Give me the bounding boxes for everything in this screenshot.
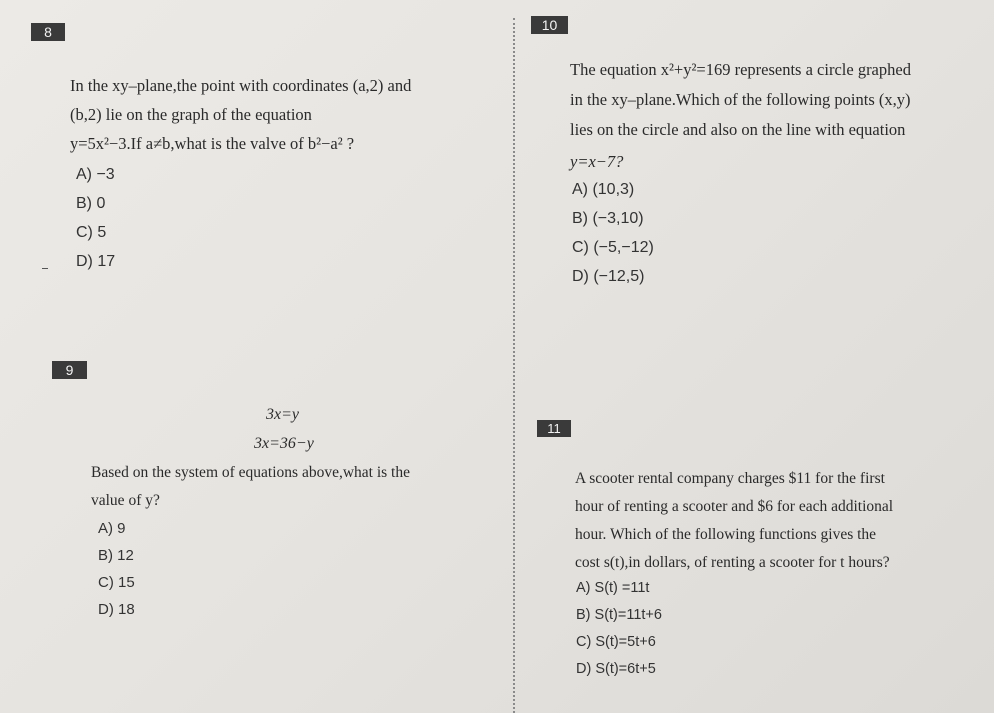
answer-option-b[interactable]: B) 0 xyxy=(76,195,106,212)
question-text-line: In the xy–plane,the point with coordinates (a,2) and xyxy=(70,76,412,95)
question-text-line: in the xy–plane.Which of the following points (x,y) xyxy=(570,90,911,109)
question-text-line: value of y? xyxy=(91,492,160,509)
question-text-line: The equation x²+y²=169 represents a circle graphed xyxy=(570,60,911,79)
answer-option-d[interactable]: D) (−12,5) xyxy=(572,268,645,285)
equation-line: 3x=36−y xyxy=(254,435,314,452)
answer-option-b[interactable]: B) S(t)=11t+6 xyxy=(576,607,662,623)
answer-option-a[interactable]: A) (10,3) xyxy=(572,181,635,198)
answer-option-d[interactable]: D) 17 xyxy=(76,253,116,270)
question-text-line: hour of renting a scooter and $6 for each additional xyxy=(575,498,894,515)
column-divider xyxy=(513,18,515,713)
question-number-badge: 10 xyxy=(531,16,568,34)
answer-option-a[interactable]: A) S(t) =11t xyxy=(576,580,650,596)
answer-option-d[interactable]: D) 18 xyxy=(98,601,135,618)
question-text-line: hour. Which of the following functions gives the xyxy=(575,526,877,543)
answer-option-b[interactable]: B) (−3,10) xyxy=(572,210,644,227)
answer-option-c[interactable]: C) S(t)=5t+6 xyxy=(576,634,656,650)
answer-option-a[interactable]: A) −3 xyxy=(76,166,115,183)
question-number-badge: 11 xyxy=(537,420,571,437)
question-text-line: Based on the system of equations above,what is the xyxy=(91,464,410,481)
answer-option-c[interactable]: C) (−5,−12) xyxy=(572,239,654,256)
answer-option-b[interactable]: B) 12 xyxy=(98,547,134,564)
question-number-badge: 9 xyxy=(52,361,87,379)
question-text-line: y=x−7? xyxy=(570,152,624,171)
question-number-badge: 8 xyxy=(31,23,65,41)
stray-pencil-mark xyxy=(42,268,48,269)
question-text-line: A scooter rental company charges $11 for the first xyxy=(575,470,885,487)
answer-option-c[interactable]: C) 15 xyxy=(98,574,135,591)
question-text-line: (b,2) lie on the graph of the equation xyxy=(70,105,312,124)
question-text-line: y=5x²−3.If a≠b,what is the valve of b²−a² ? xyxy=(70,134,355,153)
question-text-line: lies on the circle and also on the line with equation xyxy=(570,120,906,139)
answer-option-a[interactable]: A) 9 xyxy=(98,520,126,537)
answer-option-c[interactable]: C) 5 xyxy=(76,224,107,241)
answer-option-d[interactable]: D) S(t)=6t+5 xyxy=(576,661,656,677)
equation-line: 3x=y xyxy=(266,406,299,423)
question-text-line: cost s(t),in dollars, of renting a scooter for t hours? xyxy=(575,554,890,571)
